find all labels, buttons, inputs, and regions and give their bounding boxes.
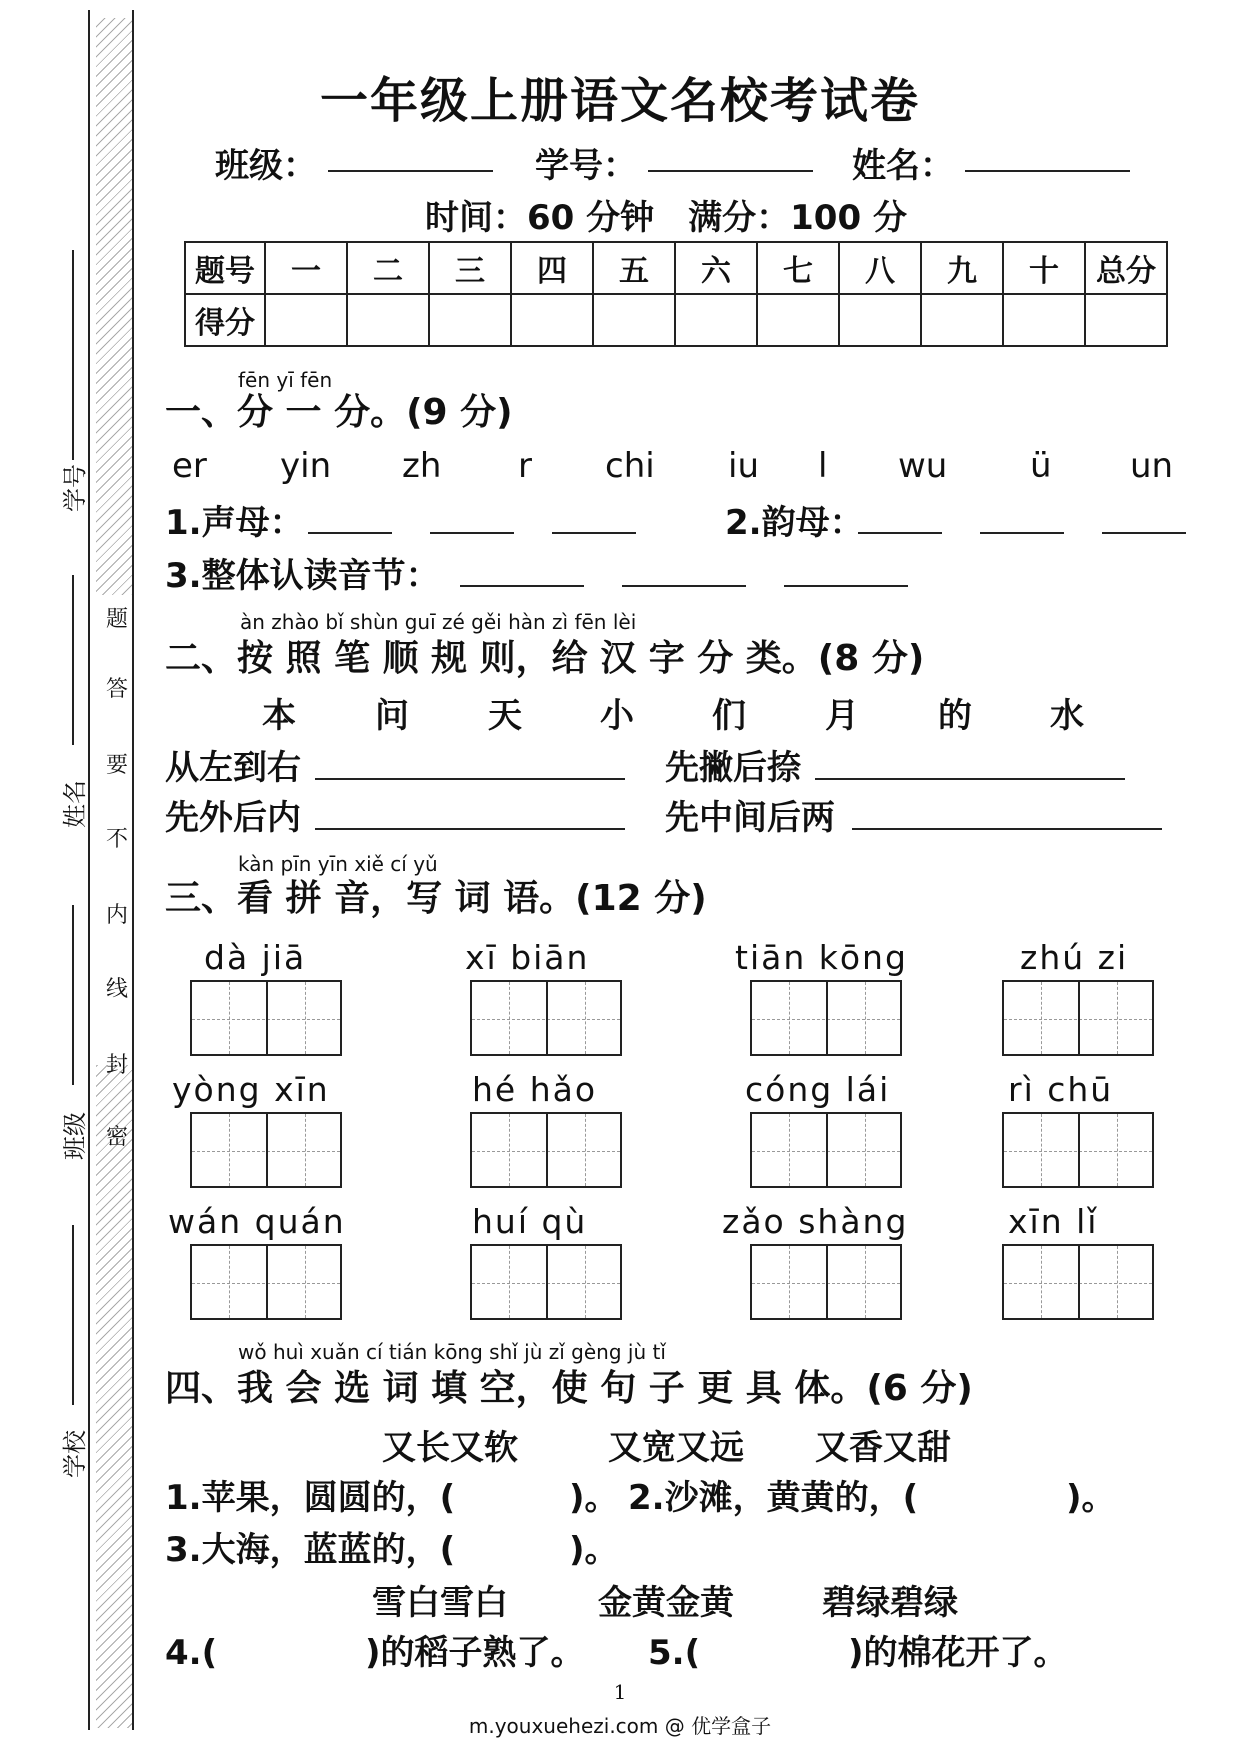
section2-pinyin: àn zhào bǐ shùn guī zé gěi hàn zì fēn lèi [240, 610, 637, 634]
name-label: 姓名： [852, 146, 954, 186]
score-cell[interactable] [757, 294, 839, 346]
table-cell: 总分 [1085, 242, 1167, 294]
score-cell[interactable] [511, 294, 593, 346]
option-word: 又香又甜 [815, 1428, 951, 1468]
table-cell: 五 [593, 242, 675, 294]
fill-question: 1.苹果，圆圆的，( )。 [165, 1478, 619, 1518]
score-cell[interactable] [675, 294, 757, 346]
score-cell[interactable] [921, 294, 1003, 346]
answer-blank[interactable] [622, 585, 746, 587]
section4-pinyin: wǒ huì xuǎn cí tián kōng shǐ jù zǐ gèng jù tǐ [238, 1340, 666, 1364]
word-pinyin: wán quán [168, 1202, 346, 1241]
margin-school-label: 学校 [61, 1430, 89, 1478]
answer-blank[interactable] [1102, 532, 1186, 534]
class-field[interactable] [328, 170, 493, 172]
number-label: 学号： [535, 146, 637, 186]
margin-name-label: 姓名 [61, 780, 89, 828]
score-cell[interactable] [1003, 294, 1085, 346]
seal-char: 封 [106, 1053, 129, 1078]
number-underline [72, 250, 74, 460]
writing-grid[interactable] [1002, 980, 1154, 1056]
table-cell: 三 [429, 242, 511, 294]
fill-question: 4.( )的稻子熟了。 [165, 1633, 585, 1673]
answer-blank[interactable] [980, 532, 1064, 534]
word-pinyin: xīn lǐ [1008, 1202, 1099, 1241]
table-cell: 九 [921, 242, 1003, 294]
pinyin-item: un [1130, 446, 1174, 486]
table-cell: 四 [511, 242, 593, 294]
word-pinyin: yòng xīn [172, 1070, 330, 1109]
table-cell: 题号 [185, 242, 265, 294]
char-item: 水 [1050, 696, 1084, 736]
seal-char: 答 [106, 677, 129, 702]
seal-char: 密 [106, 1125, 129, 1150]
category-label: 从左到右 [165, 748, 301, 788]
seal-char: 题 [106, 607, 129, 632]
section1-title: 一、分 一 分。(9 分) [165, 392, 513, 433]
footer-site: m.youxuehezi.com @ 优学盒子 [468, 1714, 772, 1738]
option-word: 又宽又远 [608, 1428, 744, 1468]
pinyin-item: yin [280, 446, 332, 486]
score-cell[interactable] [839, 294, 921, 346]
option-word: 金黄金黄 [598, 1583, 734, 1623]
category-blank[interactable] [315, 828, 625, 830]
category-blank[interactable] [815, 778, 1125, 780]
option-word: 碧绿碧绿 [822, 1583, 958, 1623]
section4-title: 四、我 会 选 词 填 空，使 句 子 更 具 体。(6 分) [165, 1368, 973, 1409]
table-cell: 六 [675, 242, 757, 294]
char-item: 的 [938, 696, 972, 736]
option-word: 雪白雪白 [372, 1583, 508, 1623]
margin-right-rule [132, 10, 134, 1730]
word-pinyin: xī biān [465, 938, 590, 977]
table-cell: 八 [839, 242, 921, 294]
char-item: 问 [375, 696, 409, 736]
page-number: 1 [613, 1680, 627, 1704]
school-underline [72, 1225, 74, 1405]
category-blank[interactable] [852, 828, 1162, 830]
writing-grid[interactable] [750, 1112, 902, 1188]
category-blank[interactable] [315, 778, 625, 780]
score-table [184, 241, 1168, 347]
writing-grid[interactable] [750, 980, 902, 1056]
page-title: 一年级上册语文名校考试卷 [319, 73, 920, 129]
category-label: 先中间后两 [665, 798, 835, 838]
word-pinyin: cóng lái [745, 1070, 891, 1109]
seal-char: 要 [106, 753, 129, 778]
margin-class-label: 班级 [61, 1112, 89, 1160]
category-label: 先撇后捺 [665, 748, 801, 788]
writing-grid[interactable] [470, 980, 622, 1056]
word-pinyin: zhú zi [1020, 938, 1129, 977]
pinyin-item: l [818, 446, 828, 486]
fill-question: 5.( )的棉花开了。 [648, 1633, 1068, 1673]
writing-grid[interactable] [750, 1244, 902, 1320]
class-label: 班级： [215, 146, 317, 186]
writing-grid[interactable] [190, 1244, 342, 1320]
q3-label: 3.整体认读音节： [165, 556, 440, 596]
number-field[interactable] [648, 170, 813, 172]
score-cell[interactable] [347, 294, 429, 346]
table-cell: 得分 [185, 294, 265, 346]
word-pinyin: huí qù [472, 1202, 588, 1241]
writing-grid[interactable] [1002, 1244, 1154, 1320]
seal-char: 不 [106, 827, 129, 852]
margin-number-label: 学号 [61, 464, 89, 512]
score-cell[interactable] [429, 294, 511, 346]
char-item: 们 [712, 696, 746, 736]
answer-blank[interactable] [858, 532, 942, 534]
word-pinyin: hé hǎo [472, 1070, 598, 1109]
answer-blank[interactable] [784, 585, 908, 587]
answer-blank[interactable] [308, 532, 392, 534]
pinyin-item: ü [1030, 446, 1052, 486]
pinyin-item: er [172, 446, 207, 486]
score-table-header-row [185, 242, 1167, 294]
name-underline [72, 575, 74, 745]
char-item: 月 [825, 696, 859, 736]
pinyin-item: r [518, 446, 532, 486]
q2-label: 2.韵母： [725, 503, 864, 543]
class-underline [72, 905, 74, 1085]
word-pinyin: rì chū [1008, 1070, 1114, 1109]
answer-blank[interactable] [460, 585, 584, 587]
char-item: 本 [262, 696, 296, 736]
score-cell[interactable] [265, 294, 347, 346]
writing-grid[interactable] [470, 1112, 622, 1188]
word-pinyin: zǎo shàng [722, 1202, 909, 1241]
q1-label: 1.声母： [165, 503, 304, 543]
table-cell: 一 [265, 242, 347, 294]
answer-blank[interactable] [552, 532, 636, 534]
score-cell[interactable] [1085, 294, 1167, 346]
char-item: 天 [488, 696, 522, 736]
pinyin-item: wu [898, 446, 948, 486]
fill-question: 2.沙滩，黄黄的，( )。 [628, 1478, 1116, 1518]
section2-title: 二、按 照 笔 顺 规 则，给 汉 字 分 类。(8 分) [165, 638, 925, 679]
char-item: 小 [600, 696, 634, 736]
fill-question: 3.大海，蓝蓝的，( )。 [165, 1530, 619, 1570]
time-score-line: 时间：60 分钟 满分：100 分 [425, 198, 907, 238]
seal-char: 内 [106, 903, 129, 928]
seal-char: 线 [106, 977, 129, 1002]
score-table-score-row [185, 294, 1167, 346]
category-label: 先外后内 [165, 798, 301, 838]
table-cell: 七 [757, 242, 839, 294]
pinyin-item: iu [728, 446, 759, 486]
name-field[interactable] [965, 170, 1130, 172]
writing-grid[interactable] [190, 1112, 342, 1188]
table-cell: 十 [1003, 242, 1085, 294]
section1-pinyin: fēn yī fēn [238, 368, 333, 392]
option-word: 又长又软 [382, 1428, 518, 1468]
answer-blank[interactable] [430, 532, 514, 534]
writing-grid[interactable] [190, 980, 342, 1056]
pinyin-item: zh [402, 446, 442, 486]
table-cell: 二 [347, 242, 429, 294]
section3-title: 三、看 拼 音，写 词 语。(12 分) [165, 878, 707, 919]
writing-grid[interactable] [470, 1244, 622, 1320]
pinyin-item: chi [605, 446, 655, 486]
section3-pinyin: kàn pīn yīn xiě cí yǔ [238, 852, 438, 876]
score-cell[interactable] [593, 294, 675, 346]
word-pinyin: tiān kōng [735, 938, 908, 977]
word-pinyin: dà jiā [204, 938, 307, 977]
writing-grid[interactable] [1002, 1112, 1154, 1188]
